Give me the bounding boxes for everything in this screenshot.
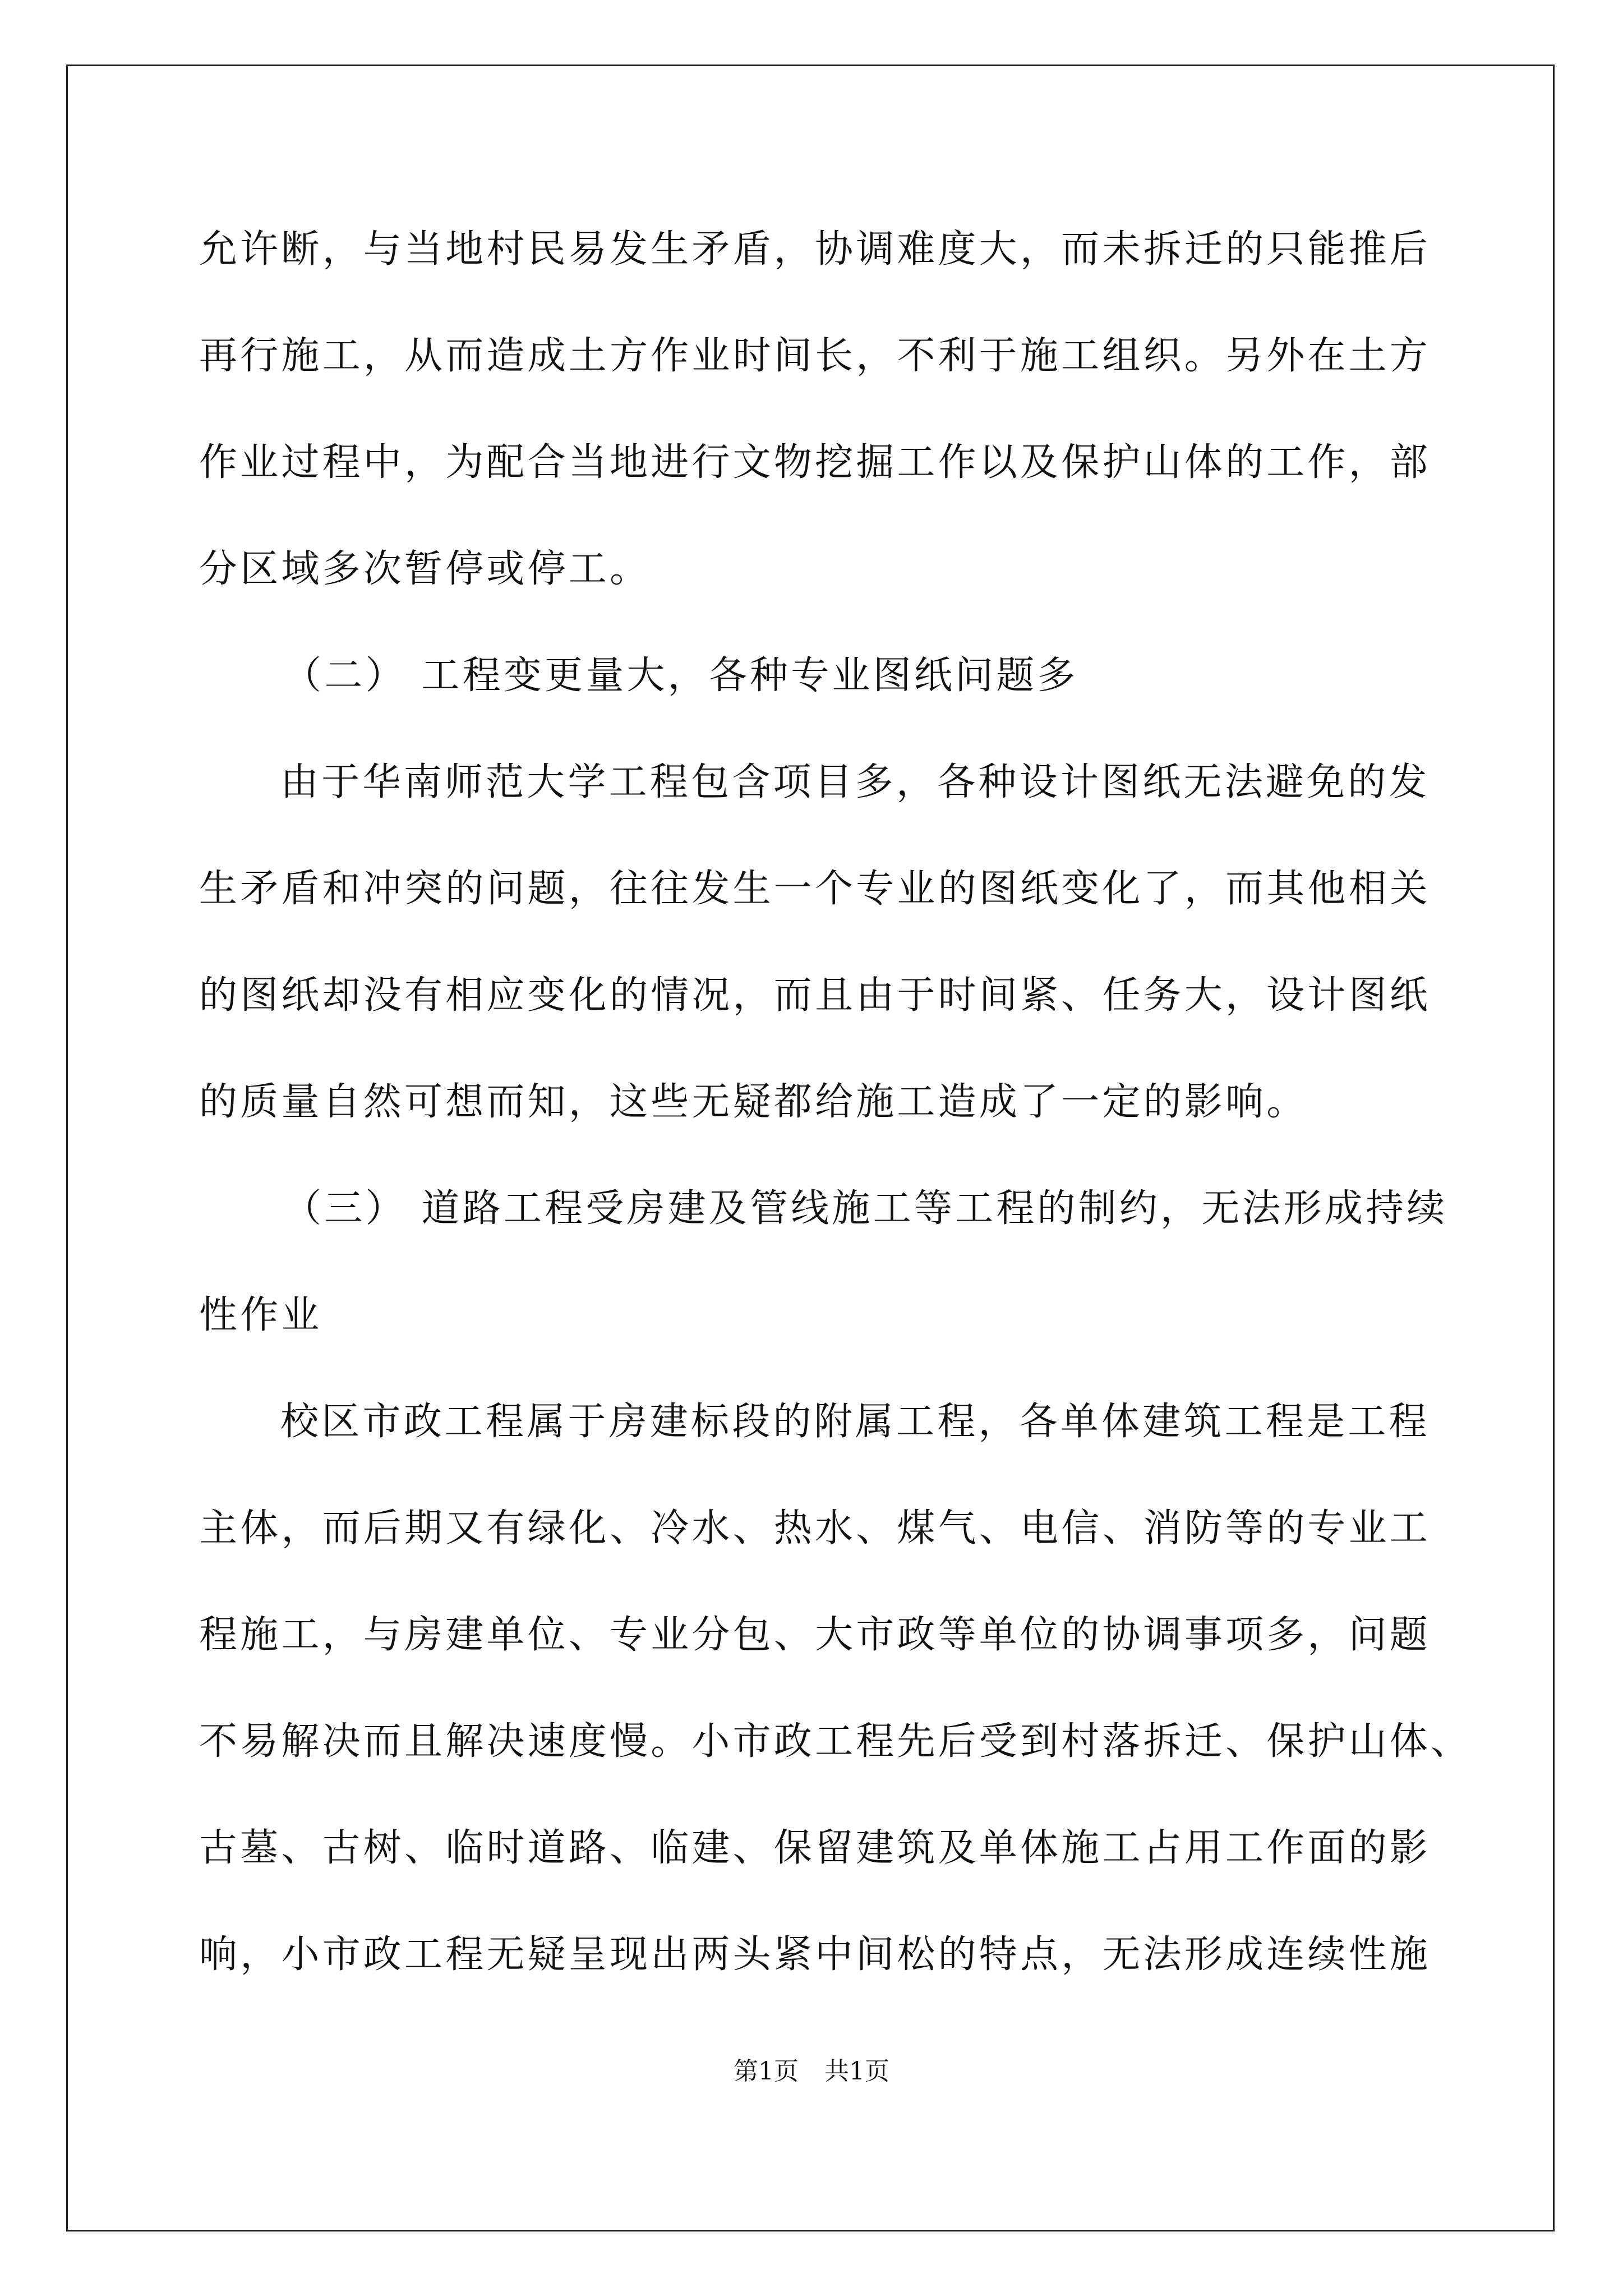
page-number: 第1页 [734, 2057, 799, 2086]
paragraph-line: 校区市政工程属于房建标段的附属工程，各单体建筑工程是工程 [280, 1400, 1430, 1444]
paragraph-line: 的质量自然可想而知，这些无疑都给施工造成了一定的影响。 [199, 1080, 1308, 1124]
paragraph-line: 由于华南师范大学工程包含项目多，各种设计图纸无法避免的发 [280, 760, 1430, 804]
paragraph-line: 响，小市政工程无疑呈现出两头紧中间松的特点，无法形成连续性施 [199, 1932, 1431, 1977]
paragraph-line: 古墓、古树、临时道路、临建、保留建筑及单体施工占用工作面的影 [199, 1826, 1431, 1870]
document-body [199, 210, 1472, 2022]
paragraph-line: 分区域多次暂停或停工。 [199, 547, 651, 591]
paragraph-line: 程施工，与房建单位、专业分包、大市政等单位的协调事项多，问题 [199, 1613, 1431, 1657]
paragraph-line: 作业过程中，为配合当地进行文物挖掘工作以及保护山体的工作，部 [199, 440, 1431, 485]
paragraph-line: 不易解决而且解决速度慢。小市政工程先后受到村落拆迁、保护山体、 [199, 1719, 1472, 1764]
paragraph-line: 再行施工，从而造成土方作业时间长，不利于施工组织。另外在土方 [199, 334, 1431, 378]
section-heading: （三） 道路工程受房建及管线施工等工程的制约，无法形成持续 [283, 1186, 1448, 1231]
paragraph-line: 生矛盾和冲突的问题，往往发生一个专业的图纸变化了，而其他相关 [199, 867, 1431, 911]
paragraph-line: 允许断，与当地村民易发生矛盾，协调难度大，而未拆迁的只能推后 [199, 227, 1431, 272]
section-heading: （二） 工程变更量大，各种专业图纸问题多 [283, 654, 1078, 698]
paragraph-line: 主体，而后期又有绿化、冷水、热水、煤气、电信、消防等的专业工 [199, 1506, 1431, 1550]
paragraph-line: 的图纸却没有相应变化的情况，而且由于时间紧、任务大，设计图纸 [199, 973, 1431, 1018]
page-total: 共1页 [824, 2057, 889, 2086]
page-footer [0, 2051, 1623, 2087]
section-heading-continuation: 性作业 [199, 1293, 322, 1337]
